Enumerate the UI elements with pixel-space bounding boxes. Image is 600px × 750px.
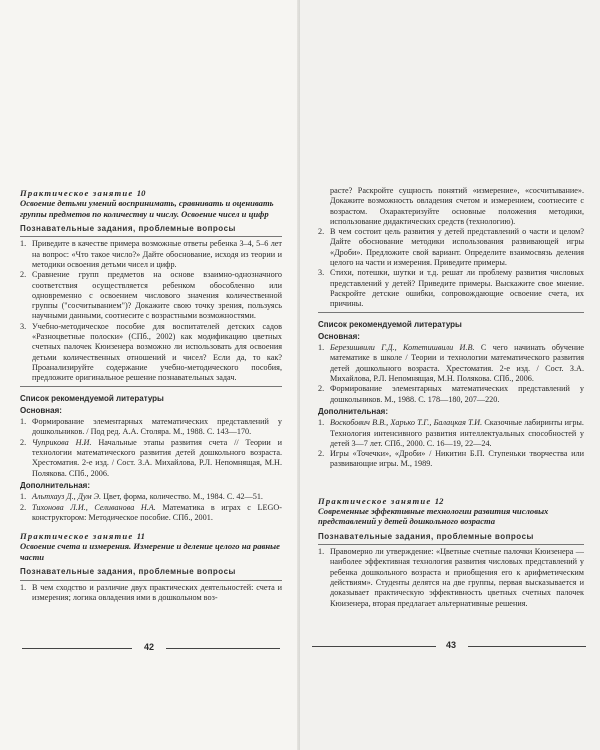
- divider: [318, 312, 584, 313]
- lesson-12-title-prefix: Практическое занятие: [318, 495, 432, 506]
- tasks-10-heading: Познавательные задания, проблемные вопросы: [20, 224, 236, 234]
- left-column: [20, 188, 282, 603]
- item-number: 2.: [20, 270, 27, 280]
- item-text: В чем состоит цель развития у детей представлений о части и целом? Дайте обоснование методики использования развивающей игры «Дроби». Предложите свой вариант. Определите взаимосвязь деления целого на части и измерения. Приведите примеры.: [330, 227, 584, 268]
- item-text: расте? Раскройте сущность понятий «измерение», «сосчитывание». Докажите возможность овладения счетом и измерением, соотнесите с возрастом. Охарактеризуйте основные положения методики, использование дидактических средств (технологию).: [330, 186, 584, 226]
- item-number: 1.: [318, 418, 325, 428]
- list-item: [318, 547, 584, 609]
- item-number: 2.: [20, 502, 27, 512]
- item-number: 2.: [20, 437, 27, 447]
- item-author: Воскобович В.В., Харько Т.Г., Балацкая Т.И.: [330, 418, 483, 428]
- item-number: 2.: [318, 227, 325, 237]
- list-item: [20, 503, 282, 524]
- lesson-10-subtitle: Освоение детьми умений воспринимать, сравнивать и оценивать группы предметов по количеству и числу. Освоение чисел и цифр: [20, 198, 274, 219]
- item-text: Игры «Точечки», «Дроби» / Никитин Б.П. Ступеньки творчества или развивающие игры. М., 1989.: [330, 449, 584, 469]
- item-number: 1.: [20, 582, 27, 592]
- lesson-12-title: [318, 496, 584, 506]
- lesson-11-subtitle: Освоение счета и измерения. Измерение и деление целого на равные части: [20, 541, 280, 562]
- divider: [20, 236, 282, 237]
- list-item: [20, 438, 282, 479]
- item-number: 2.: [318, 449, 325, 459]
- footer-rule-right: [166, 648, 280, 649]
- divider: [318, 544, 584, 545]
- right-column: [318, 186, 584, 609]
- footer-rule-left: [312, 646, 436, 647]
- list-item: [318, 343, 584, 384]
- list-item: [20, 239, 282, 270]
- item-number: 1.: [318, 343, 325, 353]
- page-number-left: 42: [143, 642, 154, 652]
- tasks-12-list: [318, 547, 584, 609]
- item-text: Формирование элементарных математических представлений у дошкольников. / Под ред. А.А. Столяра. М., 1988. С. 143—170.: [32, 417, 282, 437]
- item-number: 1.: [318, 547, 325, 557]
- page-right: [300, 0, 600, 750]
- list-item: [318, 186, 584, 227]
- lit-10-extra-list: [20, 492, 282, 523]
- list-item: [20, 492, 282, 502]
- lit-11-main-list: [318, 343, 584, 405]
- item-number: 1.: [20, 239, 27, 249]
- item-text: Учебно-методическое пособие для воспитателей детских садов «Разноцветные полоски» (СПб., 2002) как модификацию цветных счетных палочек Кюизенера возможно ли использовать для освоения детьми количественных отношений и чисел? Если да, то как? Проанализируйте содержание учебно-методического пособия, предложите оригинальное решение познавательных задач.: [32, 321, 282, 383]
- list-item: [318, 418, 584, 449]
- lit-10-main-list: [20, 417, 282, 479]
- list-item: [318, 268, 584, 309]
- lit-11-extra-heading: Дополнительная:: [318, 406, 389, 416]
- list-item: [20, 583, 282, 604]
- lit-10-heading: Список рекомендуемой литературы: [20, 393, 164, 403]
- tasks-12-heading: Познавательные задания, проблемные вопросы: [318, 531, 534, 541]
- lesson-11-title-prefix: Практическое занятие: [20, 531, 134, 542]
- item-text: Формирование элементарных математических представлений у дошкольников. М., 1988. С. 178—180, 207—220.: [330, 384, 584, 404]
- lesson-11-number: 11: [136, 531, 145, 542]
- item-text: Сравнение групп предметов на основе взаимно-однозначного соответствия осуществляется ребенком обособленно или одновременно с освоением числового значения количественной группы ("сосчитыванием")? Докажите свою точку зрения, пользуясь научными данными, соотнесите с возрастными возможностями.: [32, 270, 282, 321]
- tasks-10-list: [20, 239, 282, 383]
- item-number: 1.: [20, 492, 27, 502]
- divider: [20, 580, 282, 581]
- lit-10-main-heading: Основная:: [20, 405, 62, 415]
- list-item: [318, 227, 584, 268]
- lesson-12-number: 12: [434, 495, 444, 506]
- item-text: Приведите в качестве примера возможные ответы ребенка 3–4, 5–6 лет на вопрос: «Что такое число?» Дайте обоснование, исходя из теории и методики освоения детьми чисел и цифр.: [32, 239, 282, 269]
- tasks-11-heading: Познавательные задания, проблемные вопросы: [20, 567, 236, 577]
- item-number: 3.: [318, 268, 325, 278]
- tasks-11-list: [20, 583, 282, 604]
- item-text: Математика в играх с LEGO-конструктором: Методическое пособие. СПб., 2001.: [32, 502, 283, 522]
- footer-rule-right: [468, 646, 586, 647]
- lesson-11-title: [20, 531, 282, 541]
- list-item: [20, 417, 282, 438]
- lesson-10-title: [20, 188, 282, 198]
- item-text: Сказочные лабиринты игры. Технология интенсивного развития интеллектуальных способностей у детей 3—7 лет. СПб., 2000. С. 16—19, 22—24.: [330, 418, 584, 448]
- item-text: Правомерно ли утверждение: «Цветные счетные палочки Кюизенера — наиболее эффективная технология развития числовых представлений у ребенка дошкольного возраста и приобщения его к арифметическим действиям». Студенты делятся на две группы, первая высказывается и доказывает практическую эффективность цветных счетных палочек Кюизенера, вторая предлагает альтернативные решения.: [330, 547, 584, 608]
- lesson-10-number: 10: [136, 188, 146, 198]
- footer-rule-left: [22, 648, 132, 649]
- list-item: [20, 270, 282, 321]
- lit-10-extra-heading: Дополнительная:: [20, 480, 91, 490]
- item-text: Стихи, потешки, шутки и т.д. решат ли проблему развития числовых представлений у детей? Приведите примеры. Выскажите свое мнение. Раскройте детские ошибки, сопровождающие освоение счета, их причины.: [330, 268, 584, 309]
- item-text: Начальные этапы развития счета // Теории и технологии математического развития детей дошкольного возраста. Хрестоматия. 2-е изд. / Сост. З.А. Михайлова, Р.Л. Непомнящая, М.Н. Полякова. СПб., 2006.: [32, 437, 282, 478]
- item-number: 3.: [20, 321, 27, 331]
- item-number: 2.: [318, 384, 325, 394]
- tasks-11-continued-list: [318, 186, 584, 310]
- lit-11-main-heading: Основная:: [318, 331, 360, 341]
- item-text: Цвет, форма, количество. М., 1984. С. 42—51.: [101, 492, 263, 502]
- item-number: 1.: [20, 417, 27, 427]
- page-number-right: 43: [445, 640, 456, 650]
- lesson-12-subtitle: Современные эффективные технологии развития числовых представлений у детей дошкольного возраста: [318, 506, 549, 527]
- lesson-10-title-prefix: Практическое занятие: [20, 188, 134, 198]
- item-author: Тихонова Л.И., Селиванова Н.А.: [32, 502, 156, 512]
- item-text: С чего начинать обучение математике в школе / Теории и технологии математического развития детей дошкольного возраста. Хрестоматия. 2-е изд. / Сост. З.А. Михайлова, Р.Л. Непомнящая, М.Н. Полякова. СПб., 2006.: [330, 343, 584, 384]
- item-author: Чуприкова Н.И.: [32, 437, 92, 447]
- lit-11-heading: Список рекомендуемой литературы: [318, 319, 462, 329]
- list-item: [318, 449, 584, 470]
- divider: [20, 386, 282, 387]
- item-text: В чем сходство и различие двух практических деятельностей: счета и измерения; логика овладения ими в дошкольном воз-: [32, 582, 282, 602]
- list-item: [318, 384, 584, 405]
- item-author: Альтхауз Д., Дум Э.: [32, 492, 102, 502]
- lit-11-extra-list: [318, 418, 584, 469]
- list-item: [20, 322, 282, 384]
- item-author: Березишвили Г.Д., Котетишвили И.В.: [330, 343, 475, 353]
